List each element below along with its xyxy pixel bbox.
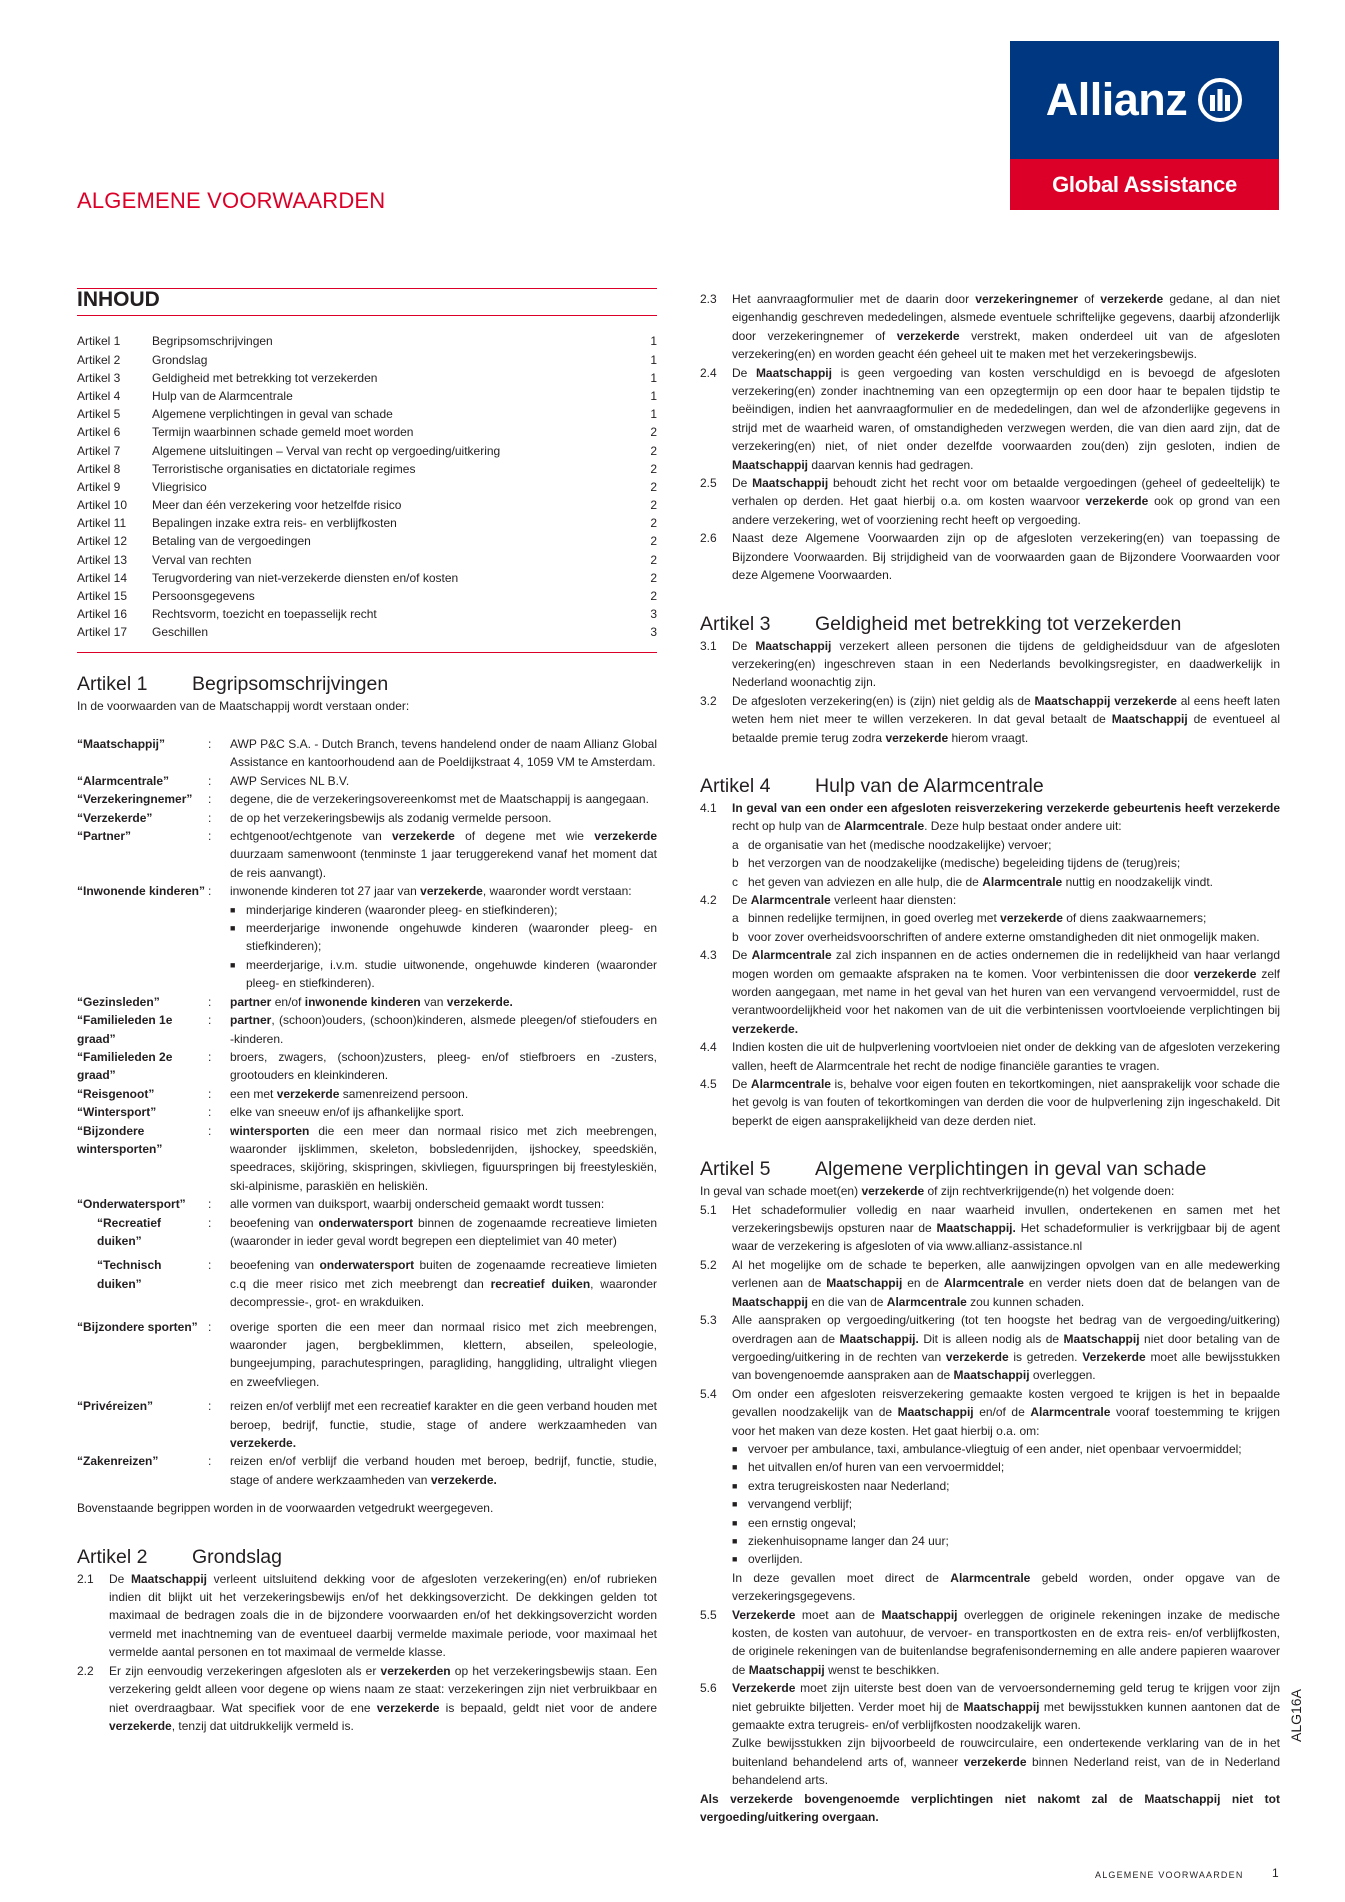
definition-term: “Familieleden 1e graad”	[77, 1013, 173, 1046]
toc-page-number: 2	[650, 461, 657, 476]
definition-verzekeringnemer	[77, 790, 657, 808]
toc-article-title: Persoonsgegevens	[152, 589, 255, 604]
toc-page-number: 1	[650, 388, 657, 403]
definition-text: reizen en/of verblijf die verband houden met beroep, bedrijf, functie, studie, stage of andere werkzaamheden van verzekerde.	[230, 1454, 657, 1487]
toc-article-number: Artikel 9	[77, 479, 121, 494]
definition-text: broers, zwagers, (schoon)zusters, pleeg- en/of stiefbroers en -zusters, grootouders en kleinkinderen.	[230, 1049, 657, 1083]
article-title: Hulp van de Alarmcentrale	[815, 774, 1044, 797]
definition-familieleden-2e-graad	[77, 1048, 657, 1085]
toc-page-number: 3	[650, 607, 657, 622]
definition-text: overige sporten die een meer dan normaal risico met zich meebrengen, waaronder jagen, bergbeklimmen, klettern, abseilen, speleologie, bungeejumping, parachutespringen, paragliding, hanggliding, ultralight vliegen en zweefvliegen.	[230, 1319, 657, 1389]
article-title: Algemene verplichtingen in geval van schade	[815, 1158, 1207, 1181]
list-item: ■ vervangend verblijf;	[732, 1495, 1280, 1513]
paragraph-5-3: 5.3 Alle aanspraken op vergoeding/uitkering (tot ten hoogste het bedrag van de vergoeding/uitkering) overdragen aan de Maatschappij. Dit is alleen nodig als de Maatschappij niet door betaling van de vergoeding/uitkering in de rechten van verzekerde is getreden. Verzekerde moet alle bewijsstukken van bovengenoemde aanspraken aan de Maatschappij overleggen.	[700, 1313, 1280, 1383]
definition-term: “Maatschappij”	[77, 737, 166, 751]
paragraph-2-2: 2.2 Er zijn eenvoudig verzekeringen afgesloten als er verzekerden op het verzekeringsbewijs staan. Een verzekering geldt alleen voor degene op wiens naam ze staat: verzekeringen zijn niet verbruikbaar en niet overdraagbaar. Wat specifiek voor de ene verzekerde is bepaald, geldt niet voor de andere verzekerde, tenzij dat uitdrukkelijk vermeld is.	[77, 1663, 658, 1733]
toc-article-title: Begripsomschrijvingen	[152, 334, 273, 349]
paragraph-5-4: 5.4 Om onder een afgesloten reisverzekering gemaakte kosten vergoed te krijgen is het in bepaalde gevallen noodzakelijk van de Maatschappij en/of de Alarmcentrale vooraf toestemming te krijgen voor het maken van deze kosten. Het gaat hierbij o.a. om: ■ vervoer per ambulance, taxi, ambulance-vliegtuig of een ander, niet openbaar vervoermiddel; ■ het uitvallen en/of huren van een vervoermiddel; ■ extra terugreiskosten naar Nederland; ■ vervangend verblijf; ■ een ernstig ongeval; ■ ziekenhuisopname langer dan 24 uur; ■ overlijden. In deze gevallen moet direct de Alarmcentrale gebeld worden, onder opgave van de verzekeringsgegevens.	[700, 1386, 1280, 1604]
definition-inwonende-kinderen	[77, 882, 657, 992]
toc-item	[77, 405, 657, 423]
toc-article-title: Meer dan één verzekering voor hetzelfde risico	[152, 498, 402, 513]
square-bullet-icon: ■	[732, 1554, 738, 1565]
definition-partner	[77, 827, 657, 882]
toc-article-number: Artikel 14	[77, 570, 128, 585]
definition-term: “Bijzondere wintersporten”	[77, 1123, 163, 1156]
definition-text: AWP Services NL B.V.	[230, 773, 350, 788]
paragraph-2-3: 2.3 Het aanvraagformulier met de daarin door verzekeringnemer of verzekerde gedane, al dan niet eigenhandig geschreven mededelingen, alsmede eventuele schriftelijke gegevens, daarbij afzonderlijk door verzekeringnemer of verzekerde verstrekt, maken onderdeel uit van de afgesloten verzekering(en) en worden geacht één geheel uit te maken met het verzekeringsbewijs.	[700, 292, 1280, 362]
definition-text: inwonende kinderen tot 27 jaar van verzekerde, waaronder wordt verstaan: ■ minderjarige kinderen (waaronder pleeg- en stiefkinderen); ■ meerderjarige inwonende ongehuwde kinderen (waaronder pleeg- en stiefkinderen); ■ meerderjarige, i.v.m. studie uitwonende, ongehuwde kinderen (waaronder pleeg- en stiefkinderen).	[230, 882, 657, 992]
colon: :	[208, 1049, 212, 1064]
toc-article-number: Artikel 3	[77, 370, 121, 385]
definition-text: beoefening van onderwatersport binnen de zogenaamde recreatieve limieten (waaronder in ieder geval wordt begrepen een dieptelimiet van 40 meter)	[230, 1215, 657, 1248]
toc-item	[77, 387, 657, 405]
toc-title: INHOUD	[77, 288, 657, 315]
definition-term: “Alarmcentrale”	[77, 773, 170, 788]
toc-article-number: Artikel 1	[77, 334, 121, 349]
toc-item	[77, 442, 657, 460]
definition-term: “Partner”	[77, 829, 132, 844]
toc-article-title: Betaling van de vergoedingen	[152, 534, 311, 549]
list-item: ■ meerderjarige inwonende ongehuwde kinderen (waaronder pleeg- en stiefkinderen);	[230, 919, 657, 956]
paragraph-4-4: 4.4 Indien kosten die uit de hulpverlening voortvloeien niet onder de dekking van de afgesloten verzekering vallen, heeft de Alarmcentrale het recht de nodige financiële garanties te vragen.	[700, 1040, 1280, 1073]
toc-article-number: Artikel 12	[77, 534, 128, 549]
toc-item	[77, 478, 657, 496]
toc-article-number: Artikel 5	[77, 407, 121, 422]
toc-item	[77, 460, 657, 478]
colon: :	[208, 1399, 212, 1414]
toc-article-number: Artikel 6	[77, 425, 121, 440]
toc-divider	[77, 315, 657, 316]
definition-bijzondere-sporten	[77, 1318, 657, 1392]
toc-page-number: 1	[650, 407, 657, 422]
definition-term: “Familieleden 2e graad”	[77, 1049, 173, 1083]
toc-article-title: Algemene verplichtingen in geval van schade	[152, 407, 393, 422]
square-bullet-icon: ■	[732, 1462, 738, 1473]
toc-article-number: Artikel 17	[77, 625, 128, 640]
toc-article-title: Grondslag	[152, 352, 208, 367]
document-code: ALG16A	[1288, 1689, 1304, 1742]
toc-article-title: Geldigheid met betrekking tot verzekerden	[152, 370, 378, 385]
definition-term: “Privéreizen”	[77, 1399, 154, 1414]
article-3-heading	[700, 613, 1280, 635]
colon: :	[208, 884, 212, 899]
article-title: Grondslag	[192, 1545, 282, 1568]
definition-term: “Bijzondere sporten”	[77, 1319, 198, 1334]
toc-page-number: 2	[650, 516, 657, 531]
toc-page-number: 2	[650, 498, 657, 513]
toc-page-number: 2	[650, 443, 657, 458]
paragraph-2-6: 2.6 Naast deze Algemene Voorwaarden zijn op de afgesloten verzekering(en) van toepassing de Bijzondere Voorwaarden. Bij strijdigheid van de voorwaarden gaan de Bijzondere Voorwaarden voor deze Algemene Voorwaarden.	[700, 531, 1280, 583]
toc-article-title: Vliegrisico	[152, 479, 207, 494]
toc-article-title: Algemene uitsluitingen – Verval van recht op vergoeding/uitkering	[152, 443, 501, 458]
toc-item	[77, 423, 657, 441]
toc-article-number: Artikel 4	[77, 388, 121, 403]
paragraph-2-5: 2.5 De Maatschappij behoudt zicht het recht voor om betaalde vergoedingen (geheel of gedeeltelijk) te verhalen op derden. Het gaat hierbij o.a. om kosten waarvoor verzekerde ook op grond van een andere verzekering, wet of voorziening recht heeft op vergoeding.	[700, 476, 1281, 527]
colon: :	[208, 1197, 212, 1212]
toc-page-number: 2	[650, 589, 657, 604]
list-item: ■ extra terugreiskosten naar Nederland;	[732, 1477, 1280, 1495]
article-title: Geldigheid met betrekking tot verzekerden	[815, 612, 1182, 635]
colon: :	[208, 1123, 212, 1138]
definition-text: een met verzekerde samenreizend persoon.	[230, 1086, 469, 1101]
article-number: Artikel 1	[77, 672, 148, 695]
article-number: Artikel 4	[700, 774, 771, 797]
square-bullet-icon: ■	[230, 923, 236, 934]
article-number: Artikel 5	[700, 1158, 771, 1181]
colon: :	[208, 994, 212, 1009]
definition-term: “Zakenreizen”	[77, 1454, 159, 1469]
toc-item	[77, 351, 657, 369]
square-bullet-icon: ■	[230, 959, 236, 970]
paragraph-4-5: 4.5 De Alarmcentrale is, behalve voor eigen fouten en tekortkomingen, niet aansprakelijk voor schade die het gevolg is van fouten of tekortkomingen van derden die voor de hulpverlening zijn ingeschakeld. Dit beperkt de eigen aansprakelijkheid van deze derden niet.	[700, 1077, 1280, 1128]
colon: :	[208, 1215, 212, 1230]
definition-text: beoefening van onderwatersport buiten de zogenaamde recreatieve limieten c.q die meer risico met zich meebrengt dan recreatief duiken, waaronder decompressie-, grot- en wrakduiken.	[230, 1258, 658, 1310]
paragraph-3-2: 3.2 De afgesloten verzekering(en) is (zijn) niet geldig als de Maatschappij verzekerde al eens heeft laten weten hem niet meer te willen verzekeren. In dat geval betaalt de Maatschappij de eventueel al betaalde premie terug zodra verzekerde hierom vraagt.	[700, 693, 1281, 745]
article-1-intro: In de voorwaarden van de Maatschappij wordt verstaan onder:	[77, 698, 410, 713]
article-number: Artikel 2	[77, 1545, 148, 1568]
toc-article-number: Artikel 7	[77, 443, 121, 458]
definition-text: partner en/of inwonende kinderen van verzekerde.	[230, 994, 513, 1009]
square-bullet-icon: ■	[732, 1535, 738, 1546]
toc-item	[77, 496, 657, 514]
list-item: ■ een ernstig ongeval;	[732, 1514, 1280, 1532]
definition-term: “Verzekeringnemer”	[77, 792, 193, 807]
colon: :	[208, 792, 212, 807]
colon: :	[208, 773, 212, 788]
list-item: a binnen redelijke termijnen, in goed overleg met verzekerde of diens zaakwaarnemers;	[732, 911, 1207, 926]
definition-text: alle vormen van duiksport, waarbij onderscheid gemaakt wordt tussen:	[230, 1197, 605, 1212]
definition-term: “Technisch duiken”	[97, 1258, 162, 1291]
article-1-closing: Bovenstaande begrippen worden in de voorwaarden vetgedrukt weergegeven.	[77, 1501, 494, 1516]
toc-article-number: Artikel 10	[77, 498, 128, 513]
toc-article-number: Artikel 13	[77, 552, 128, 567]
toc-item	[77, 369, 657, 387]
paragraph-2-1: 2.1 De Maatschappij verleent uitsluitend dekking voor de afgesloten verzekering(en) en/of rubrieken indien dit blijkt uit het verzekeringsbewijs en/of het dekkingsoverzicht. De dekkingen gelden tot maximaal de bedragen zoals die in de bijzondere voorwaarden en/of het dekkingsoverzicht worden vermeld met inachtneming van de eventueel daarbij vermelde maximale periode, voor maximaal het vermelde aantal personen en tot maximaal de vermelde klasse.	[77, 1571, 657, 1660]
left-column	[77, 288, 657, 1735]
toc-item	[77, 569, 657, 587]
definition-familieleden-1e-graad	[77, 1011, 657, 1048]
colon: :	[208, 829, 212, 844]
toc-page-number: 1	[650, 334, 657, 349]
paragraph-5-5: 5.5 Verzekerde moet aan de Maatschappij overleggen de originele rekeningen inzake de medische kosten, de kosten van autohuur, de vervoer- en transportkosten en de extra reis- en/of verblijfkosten, de originele rekeningen van de buitenlandse begrafenisonderneming en alle andere papieren waarover de Maatschappij wenst te beschikken.	[700, 1607, 1280, 1677]
definition-term: “Inwonende kinderen”	[77, 884, 206, 899]
list-item: ■ vervoer per ambulance, taxi, ambulance-vliegtuig of een ander, niet openbaar vervoermiddel;	[732, 1440, 1280, 1458]
colon: :	[208, 737, 212, 751]
article-5-intro: In geval van schade moet(en) verzekerde of zijn rechtverkrijgende(n) het volgende doen:	[700, 1184, 1175, 1199]
toc-article-title: Hulp van de Alarmcentrale	[152, 388, 293, 403]
toc-divider-bottom	[77, 652, 657, 653]
definition-term: “Recreatief duiken”	[97, 1215, 162, 1248]
list-item: ■ het uitvallen en/of huren van een vervoermiddel;	[732, 1458, 1280, 1476]
toc-page-number: 3	[650, 625, 657, 640]
list-item: ■ overlijden.	[732, 1550, 1280, 1568]
toc-article-title: Termijn waarbinnen schade gemeld moet worden	[152, 425, 414, 440]
paragraph-2-4: 2.4 De Maatschappij is geen vergoeding van kosten verschuldigd en is bevoegd de afgesloten verzekering(en) zonder inachtneming van een opzegtermijn op een door haar te bepalen tijdstip te beëindigen, indien het aanvraagformulier en de mededelingen, dan wel de afzonderlijke gegevens in strijd met de waarheid waren, of omstandigheden verzwegen werden, die van dien aard zijn, dat de verzekering(en) niet, of niet onder dezelfde voorwaarden zou(den) zijn gesloten, indien de Maatschappij daarvan kennis had gedragen.	[700, 365, 1280, 472]
square-bullet-icon: ■	[732, 1480, 738, 1491]
toc-page-number: 1	[650, 352, 657, 367]
definition-text: wintersporten die een meer dan normaal risico met zich meebrengen, waaronder ijsklimmen, skeleton, bobsledenrijden, ijshockey, speedskiën, speedraces, skijöring, skispringen, skivliegen, figuurspringen bij freestyleskiën, ski-alpinisme, paraskiën en heliskiën.	[230, 1123, 657, 1193]
colon: :	[208, 1454, 212, 1469]
toc-item	[77, 514, 657, 532]
toc-page-number: 2	[650, 479, 657, 494]
article-1-heading	[77, 673, 657, 695]
colon: :	[208, 1319, 212, 1334]
right-column	[700, 290, 1280, 1826]
square-bullet-icon: ■	[230, 904, 236, 915]
list-item: ■ minderjarige kinderen (waaronder pleeg- en stiefkinderen);	[230, 901, 657, 919]
paragraph-4-2: 4.2 De Alarmcentrale verleent haar diensten: a binnen redelijke termijnen, in goed overleg met verzekerde of diens zaakwaarnemers; b voor zover overheidsvoorschriften of andere externe omstandigheden dit niet onmogelijk maken.	[700, 891, 1280, 946]
list-item: ■ ziekenhuisopname langer dan 24 uur;	[732, 1532, 1280, 1550]
definition-privereizen	[77, 1397, 657, 1452]
colon: :	[208, 1258, 212, 1273]
toc-article-title: Rechtsvorm, toezicht en toepasselijk recht	[152, 607, 377, 622]
definition-wintersport	[77, 1103, 657, 1121]
definition-text: de op het verzekeringsbewijs als zodanig vermelde persoon.	[230, 810, 552, 825]
toc-page-number: 2	[650, 552, 657, 567]
article-4-heading	[700, 775, 1280, 797]
square-bullet-icon: ■	[732, 1499, 738, 1510]
paragraph-3-1: 3.1 De Maatschappij verzekert alleen personen die tijdens de geldigheidsduur van de afgesloten verzekering(en) ingeschreven staan in een Nederlands bevolkingsregister, en daadwerkelijk in Nederland woonachtig zijn.	[700, 638, 1280, 690]
toc-item	[77, 605, 657, 623]
definition-text: degene, die de verzekeringsovereenkomst met de Maatschappij is aangegaan.	[230, 792, 649, 807]
footer-label: ALGEMENE VOORWAARDEN	[1095, 1870, 1244, 1880]
toc-page-number: 2	[650, 534, 657, 549]
toc-page-number: 2	[650, 570, 657, 585]
page-number: 1	[1272, 1866, 1279, 1880]
toc-list	[77, 332, 657, 641]
document-title: ALGEMENE VOORWAARDEN	[77, 188, 386, 213]
paragraph-4-1: 4.1 In geval van een onder een afgesloten reisverzekering verzekerde gebeurtenis heeft verzekerde recht op hulp van de Alarmcentrale. Deze hulp bestaat onder andere uit: a de organisatie van het (medische noodzakelijke) vervoer; b het verzorgen van de noodzakelijke (medische) begeleiding tijdens de (terug)reis; c het geven van adviezen en alle hulp, die de Alarmcentrale nuttig en noodzakelijk vindt.	[700, 799, 1280, 891]
definition-onderwatersport	[77, 1195, 657, 1213]
toc-page-number: 2	[650, 425, 657, 440]
logo-blue-panel	[1010, 41, 1279, 159]
toc-item	[77, 332, 657, 350]
definition-text: AWP P&C S.A. - Dutch Branch, tevens handelend onder de naam Allianz Global Assistance en kantoorhoudend aan de Poeldijkstraat 4, 1059 VM te Amsterdam.	[230, 737, 657, 770]
definition-term: “Verzekerde”	[77, 810, 153, 825]
toc-article-title: Verval van rechten	[152, 552, 252, 567]
definition-maatschappij	[77, 735, 657, 772]
logo-wordmark: Allianz	[1045, 74, 1188, 125]
definition-alarmcentrale	[77, 772, 657, 790]
definition-text: reizen en/of verblijf met een recreatief karakter en die geen verband houden met beroep, bedrijf, functie, studie, stage of andere werkzaamheden van verzekerde.	[230, 1399, 657, 1451]
article-2-heading	[77, 1546, 657, 1568]
square-bullet-icon: ■	[732, 1443, 738, 1454]
toc-article-number: Artikel 16	[77, 607, 128, 622]
definition-term: “Onderwatersport”	[77, 1197, 186, 1212]
toc-article-title: Terugvordering van niet-verzekerde diensten en/of kosten	[152, 570, 459, 585]
toc-article-title: Bepalingen inzake extra reis- en verblijfkosten	[152, 516, 397, 531]
definition-term: “Gezinsleden”	[77, 994, 160, 1009]
list-item: b het verzorgen van de noodzakelijke (medische) begeleiding tijdens de (terug)reis;	[732, 856, 1181, 871]
article-5-closing: Als verzekerde bovengenoemde verplichtingen niet nakomt zal de Maatschappij niet tot vergoeding/uitkering overgaan.	[700, 1791, 1280, 1825]
toc-item	[77, 551, 657, 569]
toc-item	[77, 623, 657, 641]
colon: :	[208, 810, 212, 825]
logo-subtitle: Global Assistance	[1010, 159, 1279, 210]
article-5-heading	[700, 1158, 1280, 1180]
toc-article-number: Artikel 11	[77, 516, 127, 531]
definition-verzekerde	[77, 809, 657, 827]
allianz-eagle-icon	[1197, 77, 1243, 123]
paragraph-5-1: 5.1 Het schadeformulier volledig en naar waarheid invullen, ondertekenen en samen met het verzekeringsbewijs opsturen naar de Maatschappij. Het schadeformulier is verkrijgbaar bij de agent waar de verzekering is afgesloten of via www.allianz-assistance.nl	[700, 1202, 1280, 1254]
allianz-logo	[1010, 41, 1279, 210]
toc-article-number: Artikel 15	[77, 589, 128, 604]
list-item: c het geven van adviezen en alle hulp, die de Alarmcentrale nuttig en noodzakelijk vindt.	[732, 874, 1214, 889]
definition-term: “Wintersport”	[77, 1105, 157, 1120]
definition-bijzondere-wintersporten	[77, 1122, 657, 1196]
definition-reisgenoot	[77, 1085, 657, 1103]
toc-item	[77, 532, 657, 550]
definition-text: elke van sneeuw en/of ijs afhankelijke sport.	[230, 1105, 465, 1120]
definition-text: partner, (schoon)ouders, (schoon)kinderen, alsmede pleegen/of stiefouders en -kinderen.	[230, 1013, 657, 1046]
colon: :	[208, 1105, 212, 1120]
list-item: a de organisatie van het (medische noodzakelijke) vervoer;	[732, 837, 1052, 852]
article-number: Artikel 3	[700, 612, 771, 635]
definition-gezinsleden	[77, 993, 657, 1011]
toc-article-number: Artikel 2	[77, 352, 121, 367]
toc-article-title: Terroristische organisaties en dictatoriale regimes	[152, 461, 416, 476]
paragraph-5-6: 5.6 Verzekerde moet zijn uiterste best doen van de vervoersonderneming geld terug te krijgen voor zijn niet gebruikte biljetten. Verder moet hij de Maatschappij met bewijsstukken kunnen aantonen dat de gemaakte extra terugreis- en/of verblijfkosten noodzakelijk waren. Zulke bewijsstukken zijn bijvoorbeeld de rouwcirculaire, een onderteкende verklaring van de in het buitenland behandelend arts of, wanneer verzekerde binnen Nederland reist, van de in Nederland behandelend arts.	[700, 1681, 1281, 1788]
definition-recreatief-duiken	[77, 1214, 657, 1251]
toc-article-number: Artikel 8	[77, 461, 121, 476]
list-item: ■ meerderjarige, i.v.m. studie uitwonende, ongehuwde kinderen (waaronder pleeg- en stiefkinderen).	[230, 956, 657, 993]
toc-item	[77, 587, 657, 605]
colon: :	[208, 1086, 212, 1101]
toc-page-number: 1	[650, 370, 657, 385]
toc-article-title: Geschillen	[152, 625, 209, 640]
colon: :	[208, 1013, 212, 1028]
paragraph-5-2: 5.2 Al het mogelijke om de schade te beperken, alle aanwijzingen opvolgen van en alle medewerking verlenen aan de Maatschappij en de Alarmcentrale en verder niets doen dat de belangen van de Maatschappij en die van de Alarmcentrale zou kunnen schaden.	[700, 1257, 1280, 1309]
article-title: Begripsomschrijvingen	[192, 672, 389, 695]
definition-text: echtgenoot/echtgenote van verzekerde of degene met wie verzekerde duurzaam samenwoont (tenminste 1 jaar teruggerekend vanaf het moment dat de reis aanvangt).	[230, 829, 657, 880]
square-bullet-icon: ■	[732, 1517, 738, 1528]
definition-zakenreizen	[77, 1452, 657, 1489]
paragraph-4-3: 4.3 De Alarmcentrale zal zich inspannen en de acties ondernemen die in redelijkheid van haar verlangd mogen worden om gemaakte afspraken na te komen. Voor verbintenissen die door verzekerde zelf worden aangegaan, met name in het geval van het huren van een vervangend vervoermiddel, rust de verantwoordelijkheid voor het nakomen van de uit die verbintenissen voortvloeiende verplichtingen bij verzekerde.	[700, 948, 1280, 1036]
definition-term: “Reisgenoot”	[77, 1086, 155, 1101]
list-item: b voor zover overheidsvoorschriften of andere externe omstandigheden dit niet onmogelijk maken.	[732, 929, 1260, 944]
definition-technisch-duiken	[77, 1256, 657, 1311]
